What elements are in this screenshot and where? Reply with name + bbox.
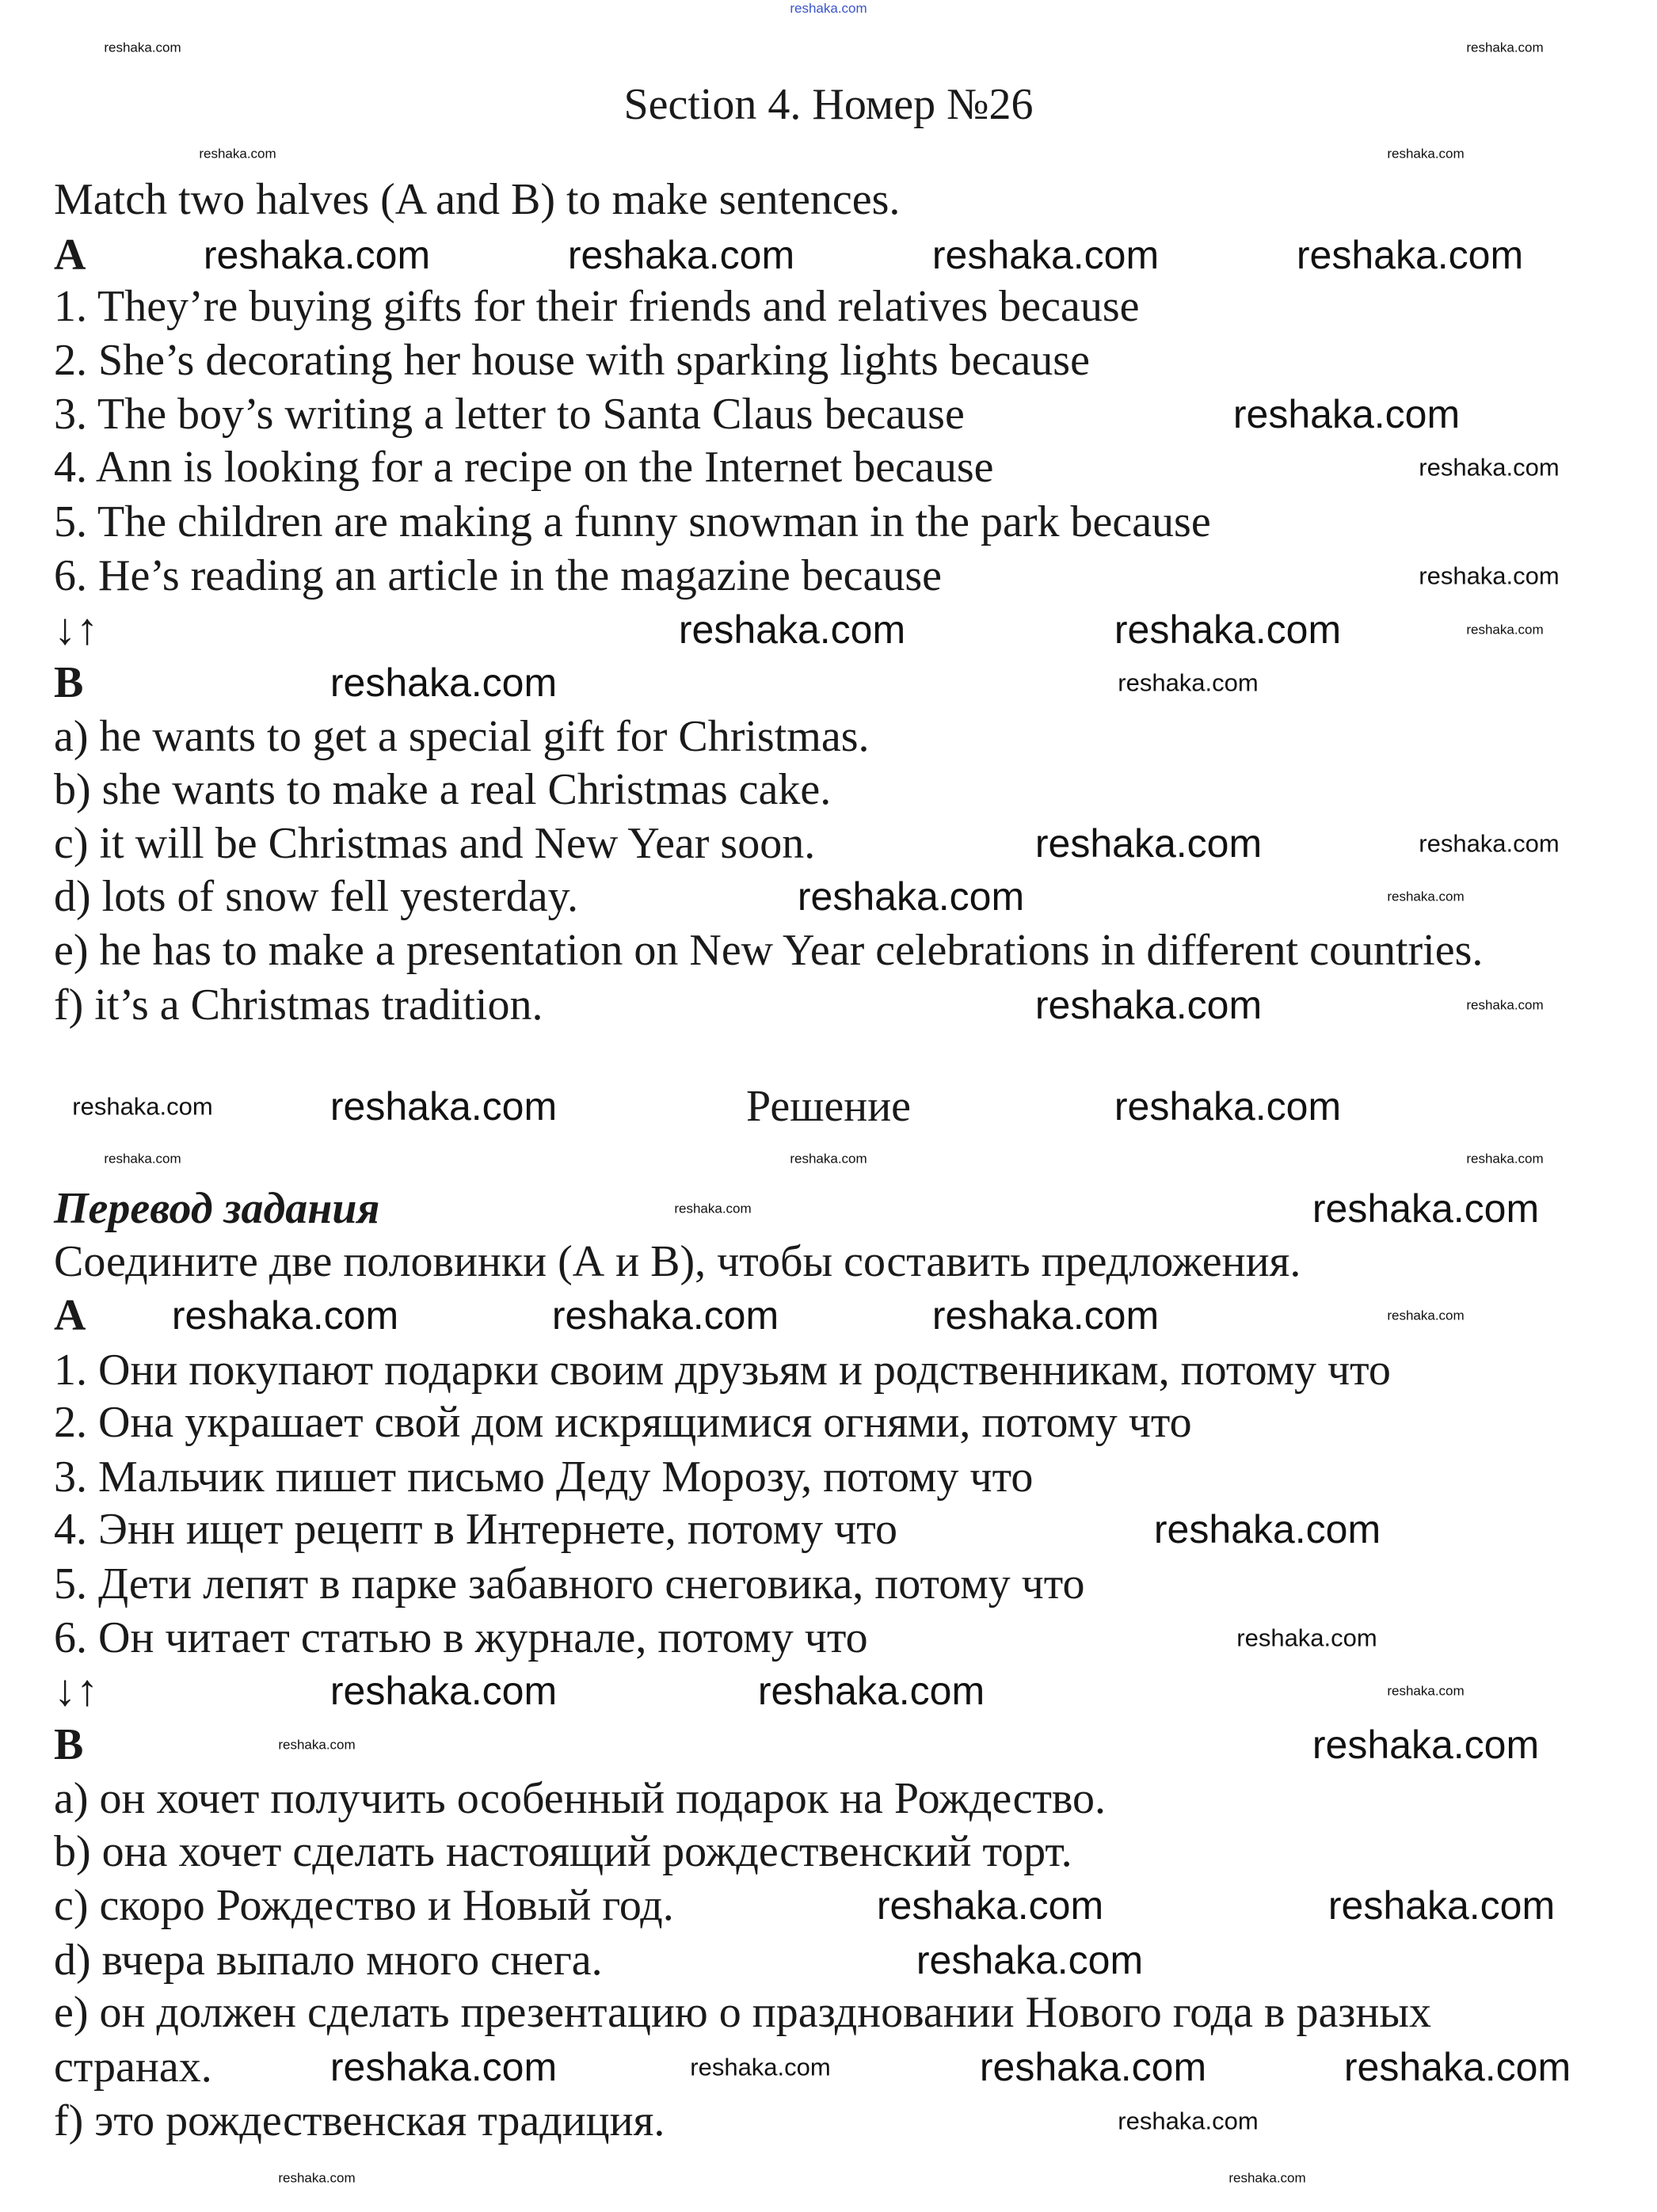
watermark: reshaka.com xyxy=(329,1084,558,1129)
solution-b-item: странах. xyxy=(54,2043,212,2092)
watermark: reshaka.com xyxy=(1387,146,1465,162)
watermark: reshaka.com xyxy=(199,146,276,162)
watermark: reshaka.com xyxy=(329,1669,558,1713)
watermark: reshaka.com xyxy=(797,874,1025,919)
task-a-item: 3. The boy’s writing a letter to Santa Claus because xyxy=(54,390,965,439)
watermark: reshaka.com xyxy=(203,233,431,277)
watermark: reshaka.com xyxy=(72,1092,213,1121)
watermark: reshaka.com xyxy=(931,233,1160,277)
task-a-item: 1. They’re buying gifts for their friends and relatives because xyxy=(54,282,1140,331)
watermark: reshaka.com xyxy=(1312,1723,1540,1767)
task-b-item: e) he has to make a presentation on New Year celebrations in different countries. xyxy=(54,926,1484,975)
watermark: reshaka.com xyxy=(979,2045,1207,2089)
watermark: reshaka.com xyxy=(329,2045,558,2089)
watermark: reshaka.com xyxy=(1312,1186,1540,1231)
watermark: reshaka.com xyxy=(1034,983,1263,1027)
task-a-label: A xyxy=(54,230,86,280)
solution-b-item: f) это рождественская традиция. xyxy=(54,2096,665,2145)
task-b-label: B xyxy=(54,658,84,707)
watermark: reshaka.com xyxy=(278,2170,356,2186)
task-a-item: 5. The children are making a funny snowman in the park because xyxy=(54,497,1211,546)
watermark: reshaka.com xyxy=(1387,1308,1465,1323)
watermark: reshaka.com xyxy=(104,40,181,55)
watermark: reshaka.com xyxy=(678,607,906,652)
task-b-item: d) lots of snow fell yesterday. xyxy=(54,872,578,921)
watermark: reshaka.com xyxy=(1228,2170,1306,2186)
translation-heading: Перевод задания xyxy=(54,1184,380,1233)
watermark: reshaka.com xyxy=(567,233,795,277)
watermark: reshaka.com xyxy=(1153,1507,1381,1551)
watermark: reshaka.com xyxy=(1236,1624,1377,1652)
watermark: reshaka.com xyxy=(1466,40,1544,55)
solution-a-item: 3. Мальчик пишет письмо Деду Морозу, потому что xyxy=(54,1452,1034,1502)
watermark: reshaka.com xyxy=(1114,607,1342,652)
watermark: reshaka.com xyxy=(1232,392,1461,436)
watermark: reshaka.com xyxy=(1419,829,1560,858)
watermark: reshaka.com xyxy=(1118,668,1259,697)
watermark: reshaka.com xyxy=(790,1151,867,1167)
watermark: reshaka.com xyxy=(1343,2045,1571,2089)
watermark: reshaka.com xyxy=(1419,453,1560,482)
watermark: reshaka.com xyxy=(171,1293,399,1338)
watermark: reshaka.com xyxy=(1387,1683,1465,1699)
watermark: reshaka.com xyxy=(1114,1084,1342,1129)
watermark: reshaka.com xyxy=(1466,997,1544,1013)
solution-a-item: 2. Она украшает свой дом искрящимися огнями, потому что xyxy=(54,1398,1192,1447)
solution-a-item: 5. Дети лепят в парке забавного снеговика, потому что xyxy=(54,1559,1085,1609)
page-title: Section 4. Номер №26 xyxy=(623,80,1034,129)
watermark: reshaka.com xyxy=(1466,1151,1544,1167)
top-watermark: reshaka.com xyxy=(790,1,867,16)
task-a-item: 4. Ann is looking for a recipe on the Internet because xyxy=(54,443,994,492)
solution-a-label: A xyxy=(54,1291,86,1340)
watermark: reshaka.com xyxy=(329,661,558,705)
watermark: reshaka.com xyxy=(931,1293,1160,1338)
watermark: reshaka.com xyxy=(690,2053,831,2081)
task-b-item: c) it will be Christmas and New Year soon. xyxy=(54,819,816,868)
watermark: reshaka.com xyxy=(1034,821,1263,866)
watermark: reshaka.com xyxy=(757,1669,985,1713)
solution-b-item: e) он должен сделать презентацию о праздновании Нового года в разных xyxy=(54,1988,1432,2037)
solution-b-item: c) скоро Рождество и Новый год. xyxy=(54,1881,674,1930)
solution-instruction: Соедините две половинки (А и В), чтобы составить предложения. xyxy=(54,1237,1301,1286)
solution-b-item: d) вчера выпало много снега. xyxy=(54,1936,603,1985)
watermark: reshaka.com xyxy=(916,1938,1144,1982)
task-b-item: a) he wants to get a special gift for Christmas. xyxy=(54,712,870,761)
task-arrows: ↓↑ xyxy=(54,605,98,654)
watermark: reshaka.com xyxy=(1387,889,1465,904)
task-instruction: Match two halves (A and B) to make sentences. xyxy=(54,175,901,224)
watermark: reshaka.com xyxy=(1296,233,1524,277)
watermark: reshaka.com xyxy=(551,1293,779,1338)
watermark: reshaka.com xyxy=(104,1151,181,1167)
solution-b-item: b) она хочет сделать настоящий рождественский торт. xyxy=(54,1827,1072,1876)
solution-a-item: 4. Энн ищет рецепт в Интернете, потому что xyxy=(54,1505,898,1554)
watermark: reshaka.com xyxy=(1419,562,1560,590)
watermark: reshaka.com xyxy=(278,1737,356,1753)
watermark: reshaka.com xyxy=(1118,2107,1259,2135)
watermark: reshaka.com xyxy=(1466,622,1544,638)
task-b-item: f) it’s a Christmas tradition. xyxy=(54,980,543,1030)
watermark: reshaka.com xyxy=(674,1201,752,1216)
solution-a-item: 1. Они покупают подарки своим друзьям и родственникам, потому что xyxy=(54,1346,1391,1395)
solution-b-label: B xyxy=(54,1720,84,1769)
task-a-item: 2. She’s decorating her house with sparking lights because xyxy=(54,336,1090,385)
watermark: reshaka.com xyxy=(876,1883,1104,1928)
task-a-item: 6. He’s reading an article in the magazine because xyxy=(54,551,943,600)
task-b-item: b) she wants to make a real Christmas cake. xyxy=(54,765,832,814)
solution-b-item: a) он хочет получить особенный подарок на Рождество. xyxy=(54,1774,1107,1823)
solution-a-item: 6. Он читает статью в журнале, потому что xyxy=(54,1613,868,1662)
solution-heading: Решение xyxy=(745,1082,912,1131)
watermark: reshaka.com xyxy=(1328,1883,1556,1928)
solution-arrows: ↓↑ xyxy=(54,1666,98,1715)
